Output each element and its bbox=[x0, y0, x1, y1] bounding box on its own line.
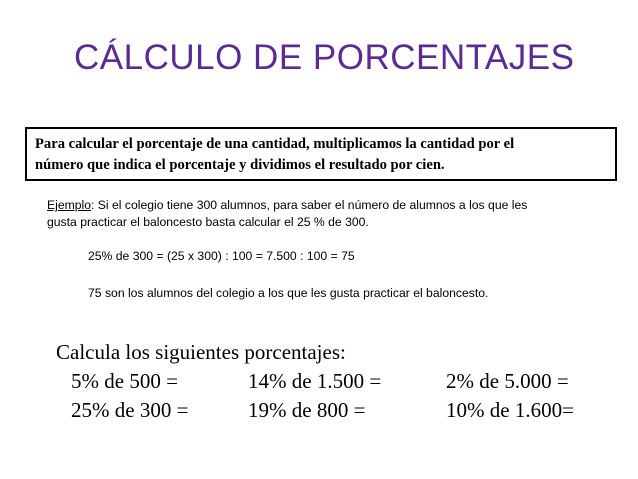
exercise-item: 25% de 300 = bbox=[71, 398, 189, 422]
example-calculation: 25% de 300 = (25 x 300) : 100 = 7.500 : 100 = 75 bbox=[88, 249, 355, 263]
exercise-item: 14% de 1.500 = bbox=[248, 369, 382, 393]
example-line-2: gusta practicar el baloncesto basta calcular el 25 % de 300. bbox=[47, 215, 369, 229]
example-line-1 bbox=[47, 197, 617, 214]
rule-box bbox=[25, 127, 617, 181]
rule-line-2: número que indica el porcentaje y dividimos el resultado por cien. bbox=[35, 157, 445, 173]
example-label: Ejemplo bbox=[47, 198, 92, 212]
example-result: 75 son los alumnos del colegio a los que les gusta practicar el baloncesto. bbox=[88, 286, 489, 300]
exercise-item: 2% de 5.000 = bbox=[446, 369, 569, 393]
rule-line-1: Para calcular el porcentaje de una cantidad, multiplicamos la cantidad por el bbox=[35, 136, 515, 152]
exercise-item: 19% de 800 = bbox=[248, 398, 366, 422]
exercises-heading: Calcula los siguientes porcentajes: bbox=[56, 340, 346, 364]
slide-title: CÁLCULO DE PORCENTAJES bbox=[74, 38, 575, 77]
exercise-item: 10% de 1.600= bbox=[446, 398, 574, 422]
example-block bbox=[47, 197, 617, 231]
example-text-1: : Si el colegio tiene 300 alumnos, para saber el número de alumnos a los que les bbox=[91, 198, 528, 212]
exercise-item: 5% de 500 = bbox=[71, 369, 178, 393]
